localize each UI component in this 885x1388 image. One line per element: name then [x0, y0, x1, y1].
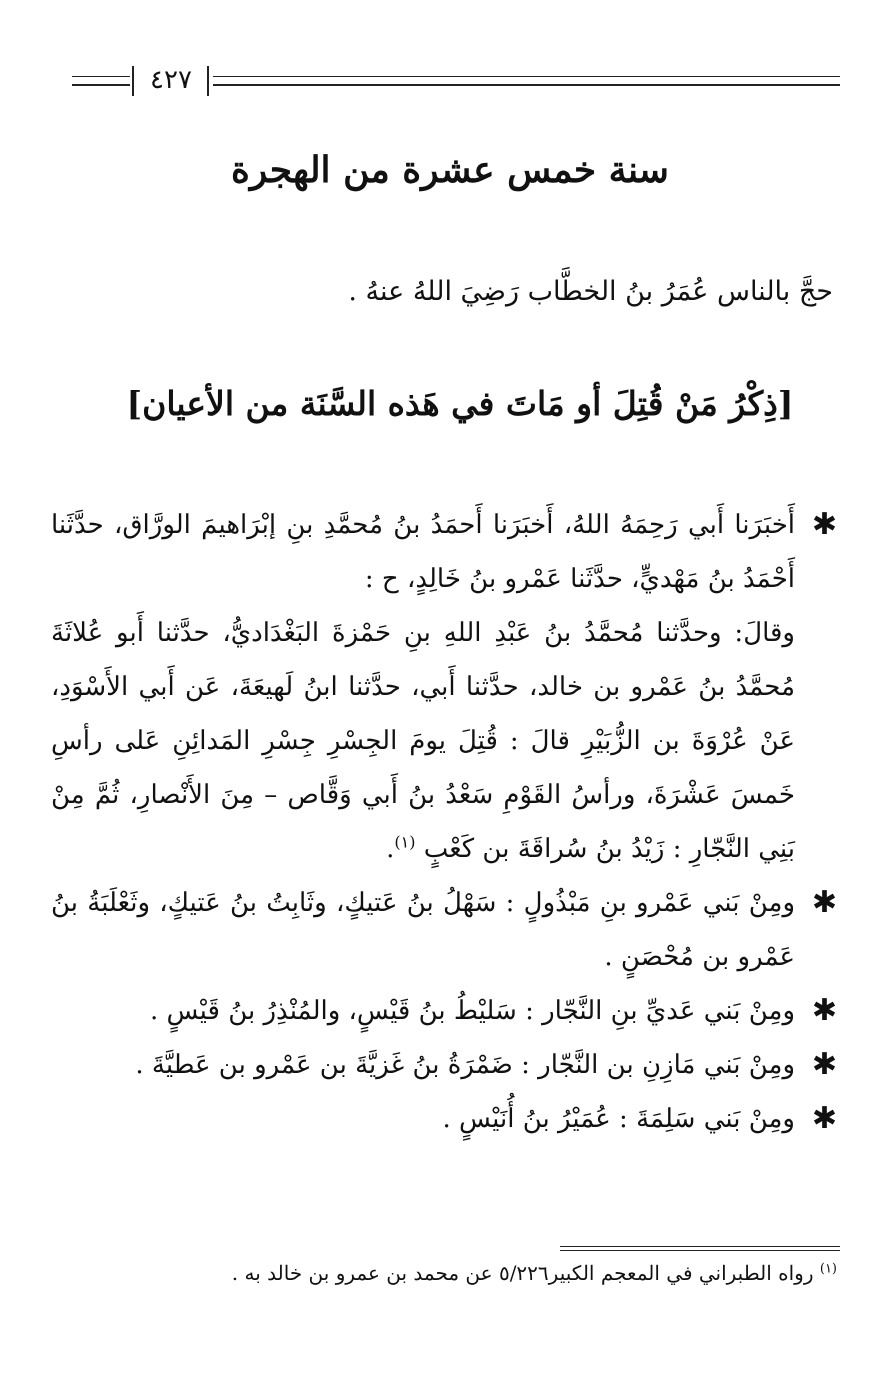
list-item: [51, 984, 837, 1038]
entry-continuation: [51, 606, 837, 876]
footnote-reference[interactable]: (١): [394, 832, 416, 852]
page-number: ٤٢٧: [150, 65, 192, 95]
footnote-text: رواه الطبراني في المعجم الكبير٥/٢٢٦ عن محمد بن عمرو بن خالد به .: [231, 1261, 814, 1285]
intro-text: حجَّ بالناس عُمَرُ بنُ الخطَّاب رَضِيَ اللهُ عنهُ .: [348, 276, 833, 307]
entry-text: أَخبَرَنا أَبي رَحِمَهُ اللهُ، أَخبَرَنا أَحمَدُ بنُ مُحمَّدِ بنِ إبْرَاهيمَ الورَّاق، حدَّثَنا أَحْمَدُ بنُ مَهْديٍّ، حدَّثَنا عَمْرو بنُ خَالِدٍ، ح :: [51, 510, 795, 594]
footnote-mark: (١): [819, 1261, 837, 1277]
list-item: [51, 876, 837, 984]
entry-continuation-text: وقالَ: وحدَّثنا مُحمَّدُ بنُ عَبْدِ اللهِ بنِ حَمْزةَ البَغْدَاديُّ، حدَّثنا أَبو عُلاثَةَ مُحمَّدُ بنُ عَمْرو بن خالد، حدَّثنا أَبي، حدَّثنا ابنُ لَهيعَةَ، عَن أَبي الأَسْوَدِ، عَنْ عُرْوَةَ بن الزُّبَيْرِ قالَ : قُتِلَ يومَ الجِسْرِ جِسْرِ المَدائِنِ عَلى رأسِ خَمسَ عَشْرَةَ، ورأسُ القَوْمِ سَعْدُ بنُ أَبي وَقَّاص – مِنَ الأَنْصارِ، ثُمَّ مِنْ بَنِي النَّجّارِ : زَيْدُ بنُ سُراقَةَ بن كَعْبٍ: [51, 618, 795, 864]
section-title: [ذِكْرُ مَنْ قُتِلَ أو مَاتَ في هَذه السَّنَة من الأعيان]: [126, 384, 794, 423]
list-item: [51, 1092, 837, 1146]
footnote-divider: [560, 1246, 840, 1251]
entry-text: ومِنْ بَني سَلِمَةَ : عُمَيْرُ بنُ أُنَيْسٍ .: [442, 1104, 795, 1134]
asterisk-bullet-icon: ✱: [811, 885, 837, 920]
list-item: [51, 1038, 837, 1092]
header-rule-left: [72, 76, 130, 86]
asterisk-bullet-icon: ✱: [811, 507, 837, 542]
entry-text: ومِنْ بَني مَازِنِ بن النَّجّار : ضَمْرَةُ بنُ غَزيَّةَ بن عَمْرو بن عَطيَّةَ .: [135, 1050, 795, 1080]
chapter-title: سنة خمس عشرة من الهجرة: [231, 149, 669, 191]
asterisk-bullet-icon: ✱: [811, 1101, 837, 1136]
entries-list: [51, 498, 837, 1146]
asterisk-bullet-icon: ✱: [811, 1047, 837, 1082]
entry-text: ومِنْ بَني عَديِّ بنِ النَّجّار : سَليْطُ بنُ قَيْسٍ، والمُنْذِرُ بنُ قَيْسٍ .: [149, 996, 795, 1026]
footnote: [51, 1256, 837, 1290]
header-divider: [132, 66, 134, 96]
header-divider: [207, 66, 209, 96]
list-item: [51, 498, 837, 606]
header-rule-right: [213, 76, 840, 86]
asterisk-bullet-icon: ✱: [811, 993, 837, 1028]
entry-text: ومِنْ بَني عَمْرو بنِ مَبْذُولٍ : سَهْلُ بنُ عَتيكٍ، وثَابِتُ بنُ عَتيكٍ، وثَعْلَبَةُ بنُ عَمْرو بن مُحْصَنٍ .: [51, 888, 795, 972]
entry-end: .: [386, 834, 395, 864]
